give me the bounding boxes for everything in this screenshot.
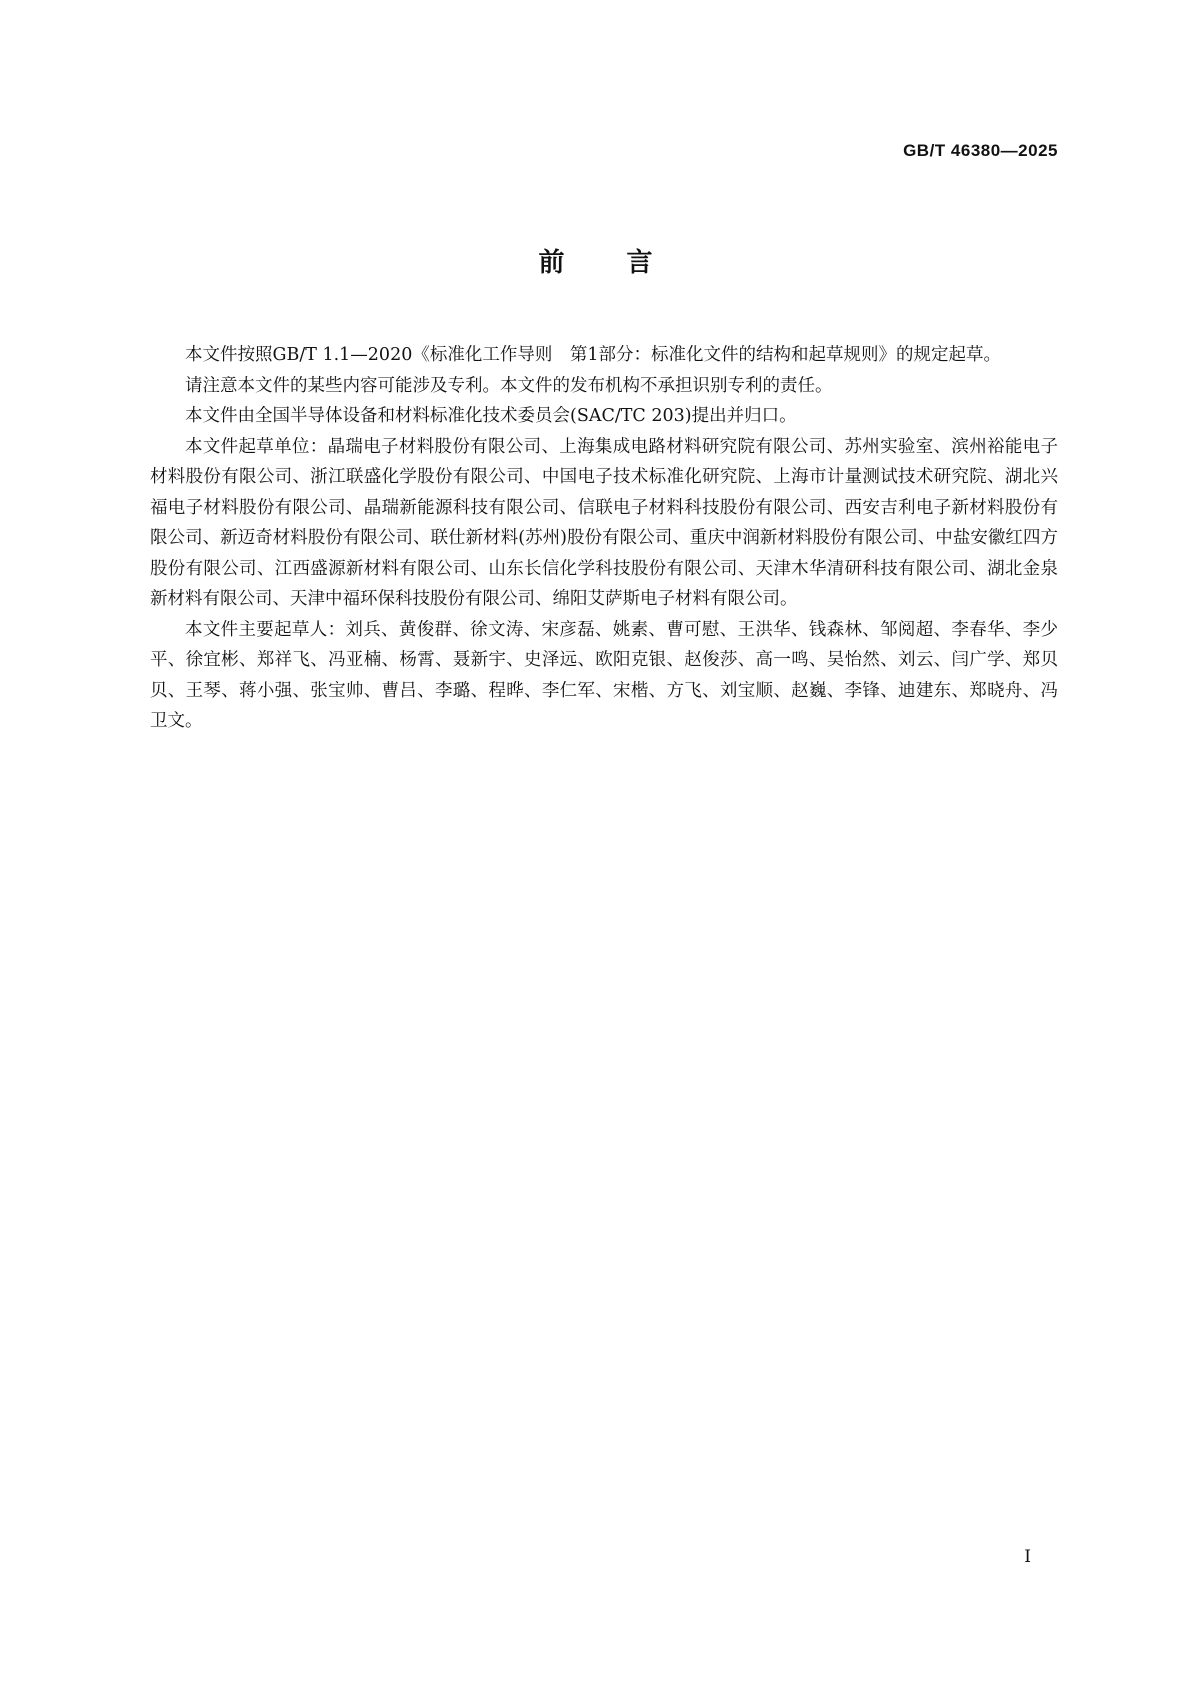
standard-number: GB/T 46380—2025 (903, 141, 1058, 160)
page-title: 前言 (538, 248, 715, 278)
page-number: I (1024, 1547, 1031, 1567)
paragraph-drafting-units: 本文件起草单位：晶瑞电子材料股份有限公司、上海集成电路材料研究院有限公司、苏州实验室、滨州裕能电子材料股份有限公司、浙江联盛化学股份有限公司、中国电子技术标准化研究院、上海市计量测试技术研究院、湖北兴福电子材料股份有限公司、晶瑞新能源科技有限公司、信联电子材料科技股份有限公司、西安吉利电子新材料股份有限公司、新迈奇材料股份有限公司、联仕新材料(苏州)股份有限公司、重庆中润新材料股份有限公司、中盐安徽红四方股份有限公司、江西盛源新材料有限公司、山东长信化学科技股份有限公司、天津木华清研科技有限公司、湖北金泉新材料有限公司、天津中福环保科技股份有限公司、绵阳艾萨斯电子材料有限公司。 (150, 436, 1058, 609)
paragraph-drafters: 本文件主要起草人：刘兵、黄俊群、徐文涛、宋彦磊、姚素、曹可慰、王洪华、钱森林、邹阅超、李春华、李少平、徐宜彬、郑祥飞、冯亚楠、杨霄、聂新宇、史泽远、欧阳克银、赵俊莎、高一鸣、吴怡然、刘云、闫广学、郑贝贝、王琴、蒋小强、张宝帅、曹吕、李璐、程晔、李仁军、宋楷、方飞、刘宝顺、赵巍、李锋、迪建东、郑晓舟、冯卫文。 (150, 619, 1058, 731)
paragraph-drafting-rules: 本文件按照GB/T 1.1—2020《标准化工作导则 第1部分：标准化文件的结构和起草规则》的规定起草。 (185, 345, 1001, 365)
foreword-body (150, 340, 1058, 737)
paragraph-proposer: 本文件由全国半导体设备和材料标准化技术委员会(SAC/TC 203)提出并归口。 (185, 406, 797, 426)
paragraph-patent-notice: 请注意本文件的某些内容可能涉及专利。本文件的发布机构不承担识别专利的责任。 (185, 375, 833, 396)
